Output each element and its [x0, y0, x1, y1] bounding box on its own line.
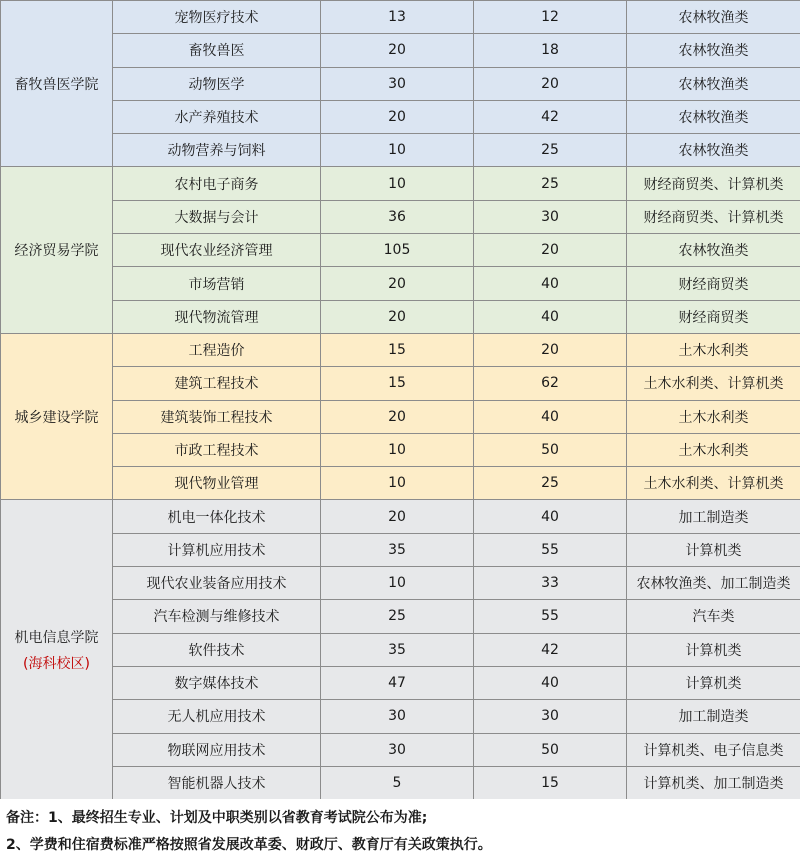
major-cell: 软件技术	[113, 633, 321, 666]
plan-count-b-cell: 40	[474, 666, 627, 699]
category-cell: 农林牧渔类	[627, 1, 800, 34]
major-cell: 市场营销	[113, 267, 321, 300]
table-row	[1, 433, 800, 466]
plan-count-b-cell: 20	[474, 234, 627, 267]
major-cell: 市政工程技术	[113, 433, 321, 466]
table-row	[1, 367, 800, 400]
table-row	[1, 200, 800, 233]
major-cell: 现代物业管理	[113, 467, 321, 500]
category-cell: 农林牧渔类	[627, 100, 800, 133]
table-row	[1, 34, 800, 67]
major-cell: 现代物流管理	[113, 300, 321, 333]
plan-count-b-cell: 55	[474, 600, 627, 633]
plan-count-b-cell: 42	[474, 633, 627, 666]
plan-count-a-cell: 20	[321, 500, 474, 533]
plan-count-b-cell: 20	[474, 67, 627, 100]
plan-count-a-cell: 30	[321, 733, 474, 766]
plan-count-a-cell: 47	[321, 666, 474, 699]
plan-count-a-cell: 20	[321, 100, 474, 133]
category-cell: 计算机类	[627, 533, 800, 566]
plan-count-b-cell: 15	[474, 766, 627, 799]
plan-count-b-cell: 12	[474, 1, 627, 34]
plan-count-a-cell: 20	[321, 267, 474, 300]
college-cell	[1, 1, 113, 167]
college-campus-note: (海科校区)	[23, 655, 90, 672]
plan-count-a-cell: 35	[321, 533, 474, 566]
table-row	[1, 533, 800, 566]
major-cell: 物联网应用技术	[113, 733, 321, 766]
plan-count-b-cell: 20	[474, 333, 627, 366]
plan-count-a-cell: 5	[321, 766, 474, 799]
category-cell: 农林牧渔类	[627, 134, 800, 167]
major-cell: 工程造价	[113, 333, 321, 366]
category-cell: 加工制造类	[627, 500, 800, 533]
major-cell: 动物营养与饲料	[113, 134, 321, 167]
plan-count-b-cell: 62	[474, 367, 627, 400]
table-row	[1, 333, 800, 366]
major-cell: 机电一体化技术	[113, 500, 321, 533]
college-name: 畜牧兽医学院	[14, 76, 99, 93]
major-cell: 宠物医疗技术	[113, 1, 321, 34]
college-cell	[1, 333, 113, 499]
table-row	[1, 567, 800, 600]
category-cell: 加工制造类	[627, 700, 800, 733]
plan-count-a-cell: 15	[321, 367, 474, 400]
table-row	[1, 733, 800, 766]
category-cell: 农林牧渔类	[627, 34, 800, 67]
table-row	[1, 700, 800, 733]
major-cell: 智能机器人技术	[113, 766, 321, 799]
plan-count-b-cell: 40	[474, 300, 627, 333]
plan-count-a-cell: 25	[321, 600, 474, 633]
plan-count-b-cell: 55	[474, 533, 627, 566]
table-row	[1, 267, 800, 300]
table-body	[1, 1, 800, 800]
category-cell: 农林牧渔类	[627, 67, 800, 100]
table-row	[1, 300, 800, 333]
plan-count-a-cell: 10	[321, 134, 474, 167]
plan-count-a-cell: 13	[321, 1, 474, 34]
category-cell: 计算机类	[627, 633, 800, 666]
major-cell: 动物医学	[113, 67, 321, 100]
table-row	[1, 67, 800, 100]
plan-count-b-cell: 42	[474, 100, 627, 133]
plan-count-a-cell: 10	[321, 567, 474, 600]
major-cell: 汽车检测与维修技术	[113, 600, 321, 633]
major-cell: 农村电子商务	[113, 167, 321, 200]
plan-count-b-cell: 50	[474, 733, 627, 766]
college-cell	[1, 167, 113, 333]
table-row	[1, 666, 800, 699]
plan-count-b-cell: 30	[474, 200, 627, 233]
category-cell: 农林牧渔类	[627, 234, 800, 267]
plan-count-b-cell: 40	[474, 267, 627, 300]
notes-section	[0, 799, 800, 860]
college-name: 城乡建设学院	[14, 409, 99, 426]
plan-count-a-cell: 30	[321, 700, 474, 733]
category-cell: 汽车类	[627, 600, 800, 633]
table-row	[1, 134, 800, 167]
note-line-2: 2、学费和住宿费标准严格按照省发展改革委、财政厅、教育厅有关政策执行。	[6, 837, 492, 853]
category-cell: 财经商贸类、计算机类	[627, 167, 800, 200]
plan-count-a-cell: 20	[321, 300, 474, 333]
plan-count-a-cell: 10	[321, 467, 474, 500]
major-cell: 无人机应用技术	[113, 700, 321, 733]
major-cell: 建筑工程技术	[113, 367, 321, 400]
category-cell: 土木水利类、计算机类	[627, 467, 800, 500]
table-row	[1, 1, 800, 34]
plan-count-b-cell: 25	[474, 467, 627, 500]
plan-count-a-cell: 10	[321, 433, 474, 466]
note-line-1: 备注：1、最终招生专业、计划及中职类别以省教育考试院公布为准;	[6, 810, 428, 826]
category-cell: 土木水利类	[627, 400, 800, 433]
plan-count-b-cell: 25	[474, 167, 627, 200]
major-cell: 计算机应用技术	[113, 533, 321, 566]
plan-count-b-cell: 40	[474, 400, 627, 433]
plan-count-a-cell: 105	[321, 234, 474, 267]
table-row	[1, 766, 800, 799]
category-cell: 计算机类、电子信息类	[627, 733, 800, 766]
plan-count-b-cell: 25	[474, 134, 627, 167]
category-cell: 财经商贸类	[627, 267, 800, 300]
plan-count-a-cell: 35	[321, 633, 474, 666]
category-cell: 计算机类	[627, 666, 800, 699]
table-row	[1, 234, 800, 267]
table-row	[1, 600, 800, 633]
table-row	[1, 500, 800, 533]
category-cell: 土木水利类、计算机类	[627, 367, 800, 400]
plan-count-b-cell: 50	[474, 433, 627, 466]
plan-count-a-cell: 15	[321, 333, 474, 366]
category-cell: 土木水利类	[627, 433, 800, 466]
plan-count-a-cell: 20	[321, 400, 474, 433]
major-cell: 大数据与会计	[113, 200, 321, 233]
major-cell: 水产养殖技术	[113, 100, 321, 133]
category-cell: 财经商贸类	[627, 300, 800, 333]
major-cell: 现代农业经济管理	[113, 234, 321, 267]
college-cell	[1, 500, 113, 800]
major-cell: 数字媒体技术	[113, 666, 321, 699]
plan-count-a-cell: 36	[321, 200, 474, 233]
category-cell: 土木水利类	[627, 333, 800, 366]
table-row	[1, 467, 800, 500]
plan-count-a-cell: 10	[321, 167, 474, 200]
major-cell: 建筑装饰工程技术	[113, 400, 321, 433]
category-cell: 计算机类、加工制造类	[627, 766, 800, 799]
table-row	[1, 100, 800, 133]
plan-count-a-cell: 30	[321, 67, 474, 100]
major-cell: 畜牧兽医	[113, 34, 321, 67]
category-cell: 农林牧渔类、加工制造类	[627, 567, 800, 600]
table-row	[1, 633, 800, 666]
category-cell: 财经商贸类、计算机类	[627, 200, 800, 233]
plan-count-b-cell: 18	[474, 34, 627, 67]
major-cell: 现代农业装备应用技术	[113, 567, 321, 600]
table-row	[1, 167, 800, 200]
plan-count-b-cell: 40	[474, 500, 627, 533]
college-name: 机电信息学院	[14, 629, 99, 646]
table-row	[1, 400, 800, 433]
plan-count-a-cell: 20	[321, 34, 474, 67]
plan-count-b-cell: 30	[474, 700, 627, 733]
plan-count-b-cell: 33	[474, 567, 627, 600]
college-name: 经济贸易学院	[14, 243, 99, 260]
